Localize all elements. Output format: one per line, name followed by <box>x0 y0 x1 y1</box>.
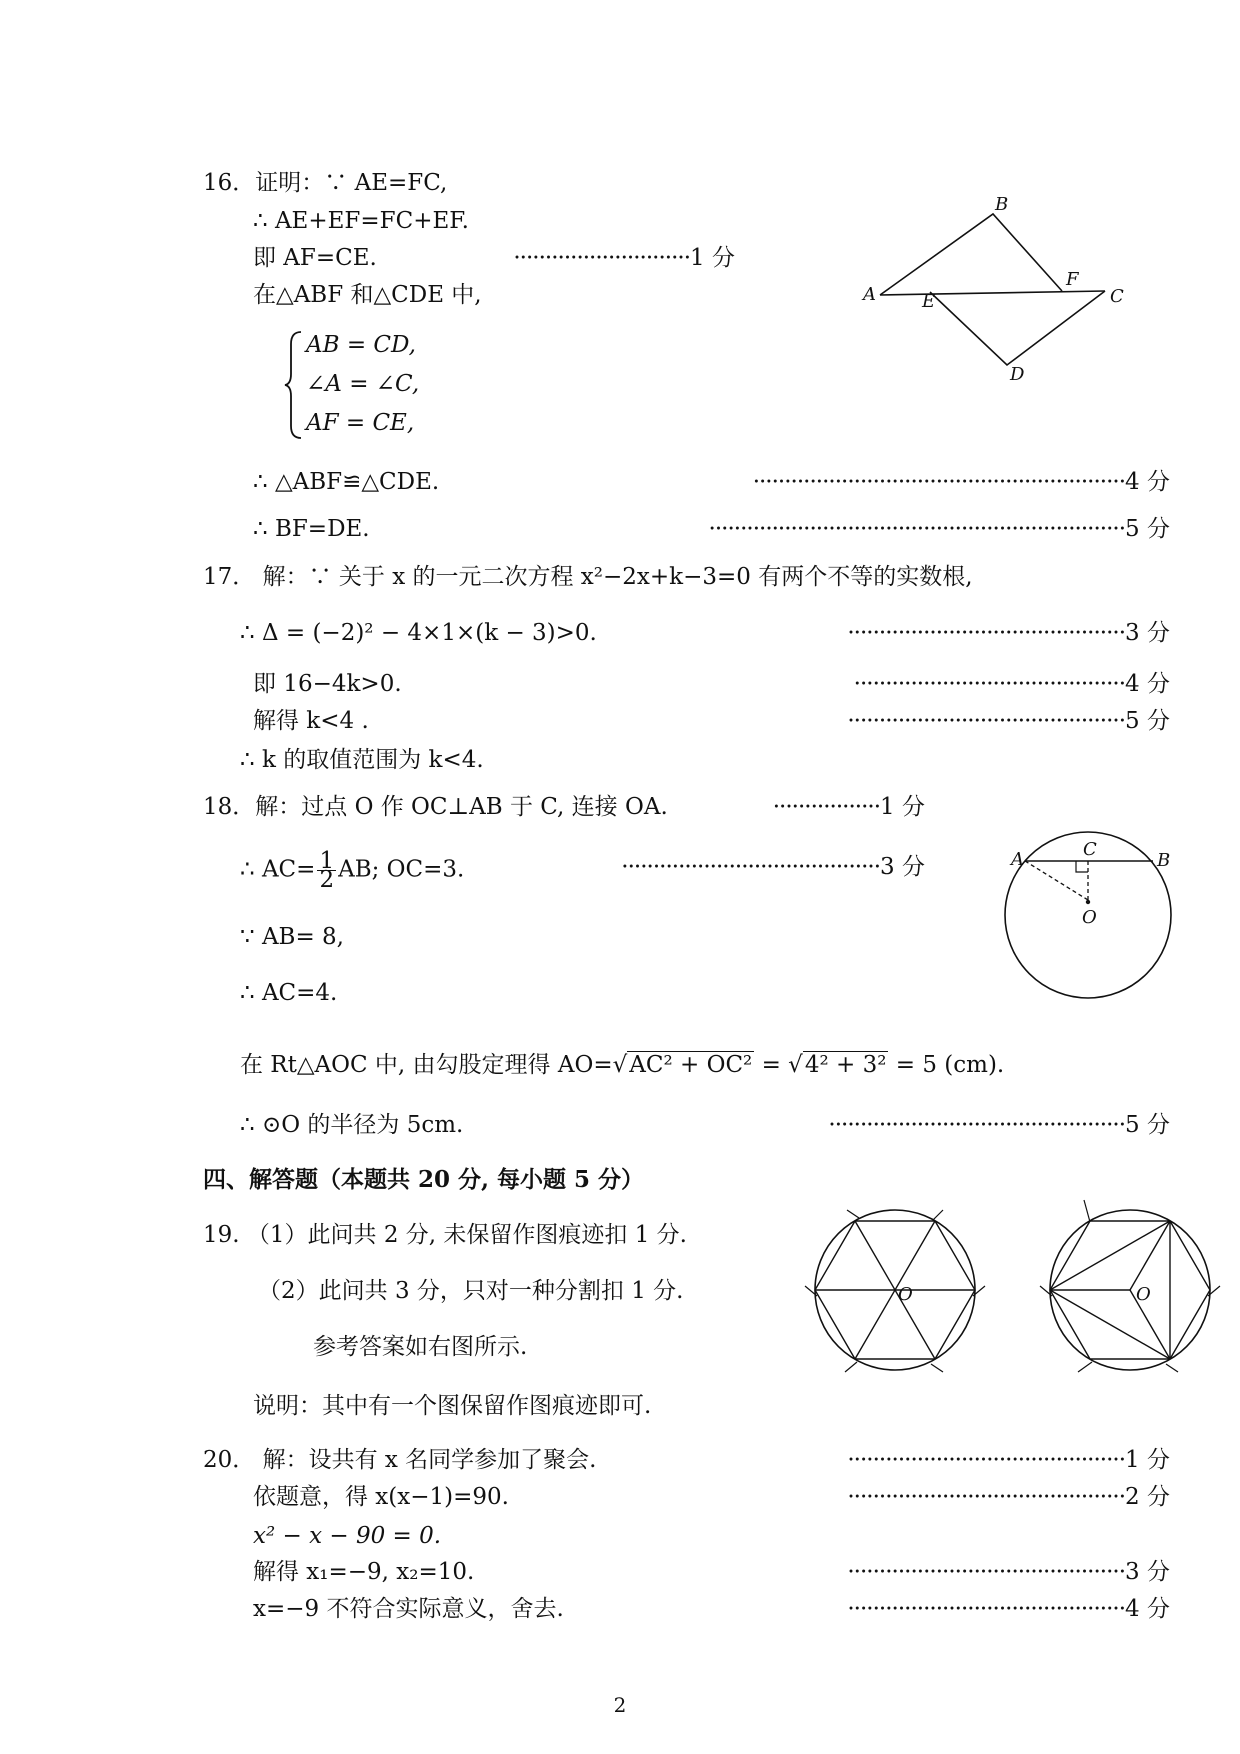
q18-line1: 18．解：过点 O 作 OC⊥AB 于 C, 连接 OA. <box>203 794 668 820</box>
q17-line2: ∴ Δ = (−2)² − 4×1×(k − 3)>0. <box>240 620 597 646</box>
fig-label-o1: O <box>898 1284 913 1305</box>
fig-label-a2: A <box>1011 849 1024 870</box>
q18-figure <box>985 815 1185 995</box>
q16-score4: ···························································4 分 <box>752 469 1170 495</box>
q16-line1: 16．证明：∵ AE=FC, <box>203 170 448 196</box>
q19-figure-1 <box>805 1200 985 1380</box>
q16-line5: ∴ △ABF≌△CDE. <box>253 469 440 495</box>
q16-figure <box>860 195 1130 385</box>
q18-line5: 在 Rt△AOC 中, 由勾股定理得 AO=√AC² + OC² = √4² + 3² = 5 (cm). <box>240 1052 1005 1078</box>
q19-line1: 19. （1）此问共 2 分, 未保留作图痕迹扣 1 分. <box>203 1222 687 1248</box>
fig-label-c: C <box>1110 286 1124 307</box>
q20-score3: ············································3 分 <box>847 1559 1170 1585</box>
q19-figure-2 <box>1040 1200 1220 1380</box>
half-fraction: $\frac{1}{2}$ <box>319 848 335 893</box>
q17-line4: 解得 k<4 . <box>253 708 369 734</box>
fig-label-c2: C <box>1083 839 1097 860</box>
q17-line1: 17． 解：∵ 关于 x 的一元二次方程 x²−2x+k−3=0 有两个不等的实数根, <box>203 564 973 590</box>
fig-label-b2: B <box>1157 850 1171 871</box>
q20-line1: 20． 解：设共有 x 名同学参加了聚会. <box>203 1447 597 1473</box>
fig-label-d: D <box>1010 364 1025 385</box>
q16-line4: 在△ABF 和△CDE 中, <box>253 282 482 308</box>
system-eq3: AF = CE, <box>306 410 415 436</box>
q19-line2: （2）此问共 3 分，只对一种分割扣 1 分. <box>258 1278 684 1304</box>
q16-line2: ∴ AE+EF=FC+EF. <box>253 208 469 234</box>
q19-line3: 参考答案如右图所示. <box>313 1334 528 1360</box>
system-eq1: AB = CD, <box>306 332 416 358</box>
q18-line2: ∴ AC= $\frac{1}{2}$ AB; OC=3. <box>240 848 465 893</box>
q20-line3: x² − x − 90 = 0. <box>253 1523 442 1549</box>
q17-line3: 即 16−4k>0. <box>253 671 402 697</box>
system-eq2: ∠A = ∠C, <box>306 371 420 397</box>
fig-label-a: A <box>863 284 876 305</box>
page-number: 2 <box>613 1693 627 1717</box>
q18-line3: ∵ AB= 8, <box>240 924 344 950</box>
q16-score5: ··································································5 分 <box>708 516 1170 542</box>
q20-score2: ············································2 分 <box>847 1484 1170 1510</box>
q18-score1: ·················1 分 <box>772 794 925 820</box>
q16-line3: 即 AF=CE. <box>253 245 377 271</box>
fig-label-o2: O <box>1136 1284 1151 1305</box>
system-brace <box>285 330 305 440</box>
q17-score4: ···········································4 分 <box>853 671 1170 697</box>
q20-line4: 解得 x₁=−9, x₂=10. <box>253 1559 475 1585</box>
q20-line5: x=−9 不符合实际意义，舍去. <box>253 1596 564 1622</box>
fig-label-e: E <box>922 291 936 312</box>
q20-score4: ············································4 分 <box>847 1596 1170 1622</box>
q20-score1: ············································1 分 <box>847 1447 1170 1473</box>
q18-score5: ···············································5 分 <box>828 1112 1170 1138</box>
fig-label-f: F <box>1066 269 1079 290</box>
q20-line2: 依题意，得 x(x−1)=90. <box>253 1484 509 1510</box>
q18-line6: ∴ ⊙O 的半径为 5cm. <box>240 1112 464 1138</box>
q18-line4: ∴ AC=4. <box>240 980 338 1006</box>
fig-label-o: O <box>1082 907 1097 928</box>
q16-score1: ····························1 分 <box>513 245 735 271</box>
section-heading: 四、解答题（本题共 20 分, 每小题 5 分） <box>203 1166 645 1193</box>
q17-line5: ∴ k 的取值范围为 k<4. <box>240 747 484 773</box>
q17-score3: ············································3 分 <box>847 620 1170 646</box>
q16-line6: ∴ BF=DE. <box>253 516 370 542</box>
fig-label-b: B <box>995 194 1009 215</box>
q18-score3: ·········································3 分 <box>621 854 925 880</box>
q19-line4: 说明：其中有一个图保留作图痕迹即可. <box>253 1393 652 1419</box>
q17-score5: ············································5 分 <box>847 708 1170 734</box>
